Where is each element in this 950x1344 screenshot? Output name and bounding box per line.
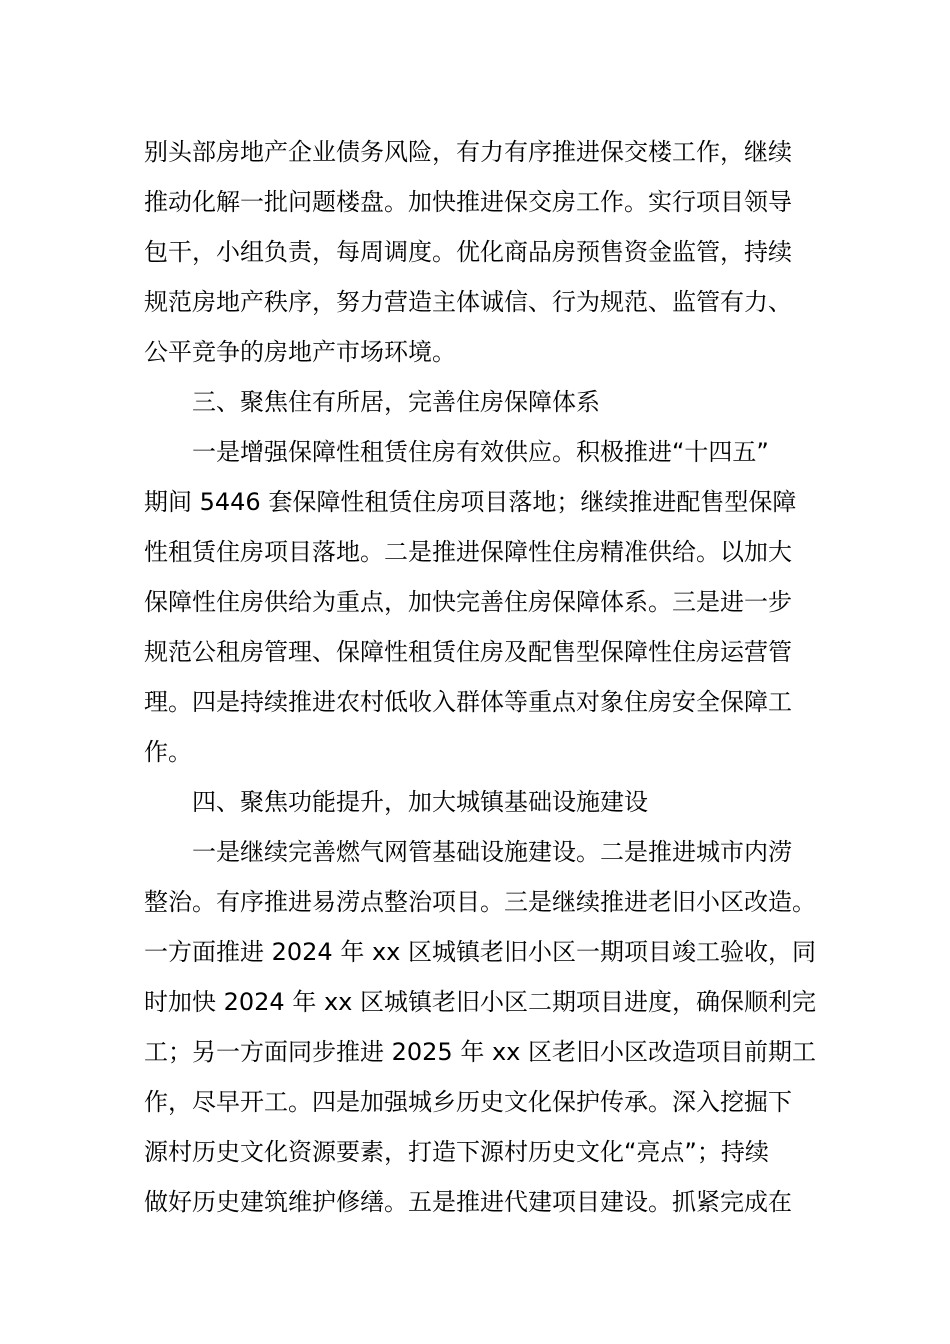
text-line: 一是增强保障性租赁住房有效供应。积极推进“十四五”: [192, 438, 769, 466]
text-line: 整治。有序推进易涝点整治项目。三是继续推进老旧小区改造。: [144, 888, 816, 916]
text-line: 期间 5446 套保障性租赁住房项目落地；继续推进配售型保障: [144, 488, 797, 516]
text-line: 保障性住房供给为重点，加快完善住房保障体系。三是进一步: [144, 588, 792, 616]
text-line: 推动化解一批问题楼盘。加快推进保交房工作。实行项目领导: [144, 188, 792, 216]
text-line: 公平竞争的房地产市场环境。: [144, 338, 456, 366]
section-heading: 四、聚焦功能提升，加大城镇基础设施建设: [192, 788, 648, 816]
text-line: 规范房地产秩序，努力营造主体诚信、行为规范、监管有力、: [144, 288, 792, 316]
text-line: 一是继续完善燃气网管基础设施建设。二是推进城市内涝: [192, 838, 792, 866]
text-line: 作，尽早开工。四是加强城乡历史文化保护传承。深入挖掘下: [144, 1088, 792, 1116]
text-line: 包干，小组负责，每周调度。优化商品房预售资金监管，持续: [144, 238, 792, 266]
text-line: 源村历史文化资源要素，打造下源村历史文化“亮点”；持续: [144, 1138, 769, 1166]
text-line: 别头部房地产企业债务风险，有力有序推进保交楼工作，继续: [144, 138, 792, 166]
section-heading: 三、聚焦住有所居，完善住房保障体系: [192, 388, 600, 416]
text-line: 一方面推进 2024 年 xx 区城镇老旧小区一期项目竣工验收，同: [144, 938, 816, 966]
text-line: 作。: [144, 738, 192, 766]
text-line: 时加快 2024 年 xx 区城镇老旧小区二期项目进度，确保顺利完: [144, 988, 816, 1016]
text-line: 做好历史建筑维护修缮。五是推进代建项目建设。抓紧完成在: [144, 1188, 792, 1216]
text-line: 理。四是持续推进农村低收入群体等重点对象住房安全保障工: [144, 688, 792, 716]
text-line: 工；另一方面同步推进 2025 年 xx 区老旧小区改造项目前期工: [144, 1038, 816, 1066]
text-line: 规范公租房管理、保障性租赁住房及配售型保障性住房运营管: [144, 638, 792, 666]
text-line: 性租赁住房项目落地。二是推进保障性住房精准供给。以加大: [144, 538, 792, 566]
